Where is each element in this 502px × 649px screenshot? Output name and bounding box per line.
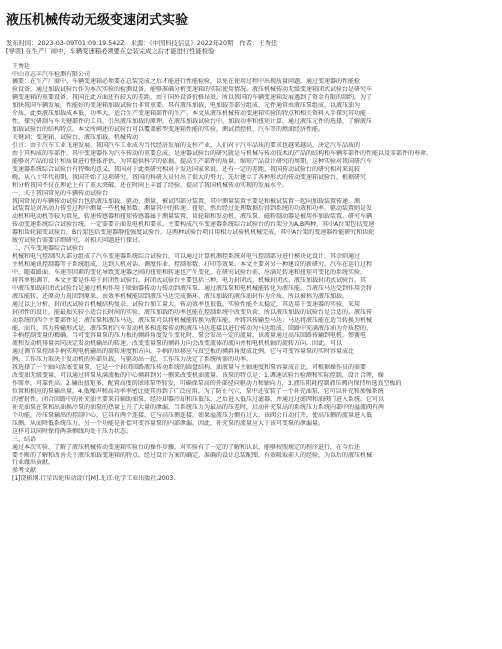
- body-line: 参考文献: [12, 467, 37, 475]
- body-line: 液压能转，还原动力返回到原来，由效率机械能回到液压马达完成循环，液压加载的液压油封作为介质，所以被称为液压加载。: [12, 292, 349, 300]
- body-line: 器和齿轮箱变试验台，B台架包括变速器静扭强度试验台。这两种试验台项目用相力试验机机械完成，其中A台架的变速器性能研究和齿轮: [12, 229, 375, 237]
- publish-time: 发布时间：2023-03-09T01:09:19.542Z: [6, 40, 125, 47]
- body-line: 的密封性，闭合回路中的补充油主要来自辅助油泵，经冷却器冷却和压低压，之后进入低压过滤器，并通过过滤网和油阀门进入系统。它可以: [12, 395, 385, 403]
- body-line: 二、汽车变速器综合试验台: [12, 245, 85, 253]
- body-line: 作简单，可靠性高。2.输出扭矩多，配置高度的团球泵型转发，可确保泵高的外部径向驱动力和轴向力，3.液压阻耗控制液压阀内保持所选真空板的: [12, 380, 402, 388]
- body-line: 引言：由于汽车工业飞速发展，我国汽车工业成为当代经济发展的支柱产业，人们对于汽车品质的要求也越来越高，决定汽车品质的: [12, 141, 361, 149]
- body-line: 中，随着路面、车速等因素的变化导致变速器之间的扭矩和转速也产生变化，在研究试验台前，应满足转速和扭矩可变化的系统实验，: [12, 268, 367, 276]
- body-line: 位置和相应的泵输出量。4.低噪声和高功率率密比使其得到了广泛应用。为了防止气穴，泵中还安装了一个补充油泵，它可以补充和加强系统: [12, 388, 384, 396]
- body-line: 通过以上分析，封闭式试验台机械结构复杂，试验台加工量大，传动效率也很低，实验性能不太稳定，其适用于变速器的实验，采用: [12, 300, 361, 308]
- body-line: 王秀廷: [12, 62, 31, 70]
- lead-in: [导读] 在生产厂商中，车辆变速箱必须要在总装完成之后才能进行性能检验: [6, 48, 215, 56]
- body-line: 由于其构成的零部件，其中变速器作为汽车传动的重要总成，是速器试验台的研究就是与机械与传动技术的产品的结构和车辆零部件的性能以及零部件的寿命，: [12, 149, 433, 157]
- body-line: 机械和电气控制四大部分组成了汽车变速器系统综合试验台，可以通过计算机测控系统对电气控制部分进行模块化设计，其余则通过: [12, 253, 361, 261]
- body-line: 试装置是对出动力传至过程中测量一些机械参数，测量其中的转速、扭矩，然后经过处理数据后得到系统的功效和功率。驱动装置则是发: [12, 205, 373, 213]
- body-line: 变速器系统综合试验台有特殊的意义，我国对于此类研究相对于发达国家来说，还有一定的差距，我国传动试验台的研究相对来说较: [12, 165, 361, 173]
- body-line: 能够对产品的设计和质量进行整体评估，为其提供科学的依据，提高生产部件的质量，缩短产品设计研究的周期。这种实验对我国研汽车: [12, 157, 373, 165]
- body-line: 中山市志丰汽车检测有限公司: [12, 70, 91, 78]
- body-line: 关键词：变速箱、试验台、液压加载、机械传动: [12, 134, 139, 142]
- article-meta: [6, 40, 493, 48]
- body-line: 将其单独调节，本文主要是作用于封闭性试验台。封闭式试验台主要包括三种，电力封闭式、机械封闭式、液压加载封闭式试验台，其: [12, 276, 367, 284]
- body-line: 介质，此类液压加载成本低、功率大，适合生产变速箱部件的生产。本文从液压机械传动变速箱实验的特点和相关资料入手探究其功能: [12, 110, 367, 118]
- body-line: 动机和电动机等较为常见，转速传感器和扭矩传感器属于测量装置，齿轮箱和发动机、液压泵、磁粉制动器是被用作加载装置。研究车辆: [12, 213, 373, 221]
- body-line: 封闭性的设计，能最损失较小适合长时间的实验，液压加载的功率也能在控制系统中改变负荷，所以液压加载的试验台是合适的。液压传: [12, 308, 373, 316]
- body-line: [1]饶振纲.行星齿轮传动设计[M].北京:化学工业出版社,2003.: [12, 475, 176, 483]
- article-title: 液压机械传动无级变速闭式实验: [6, 13, 189, 28]
- body-line: 补充油泵在泵和出油换冷泵的油泵的热量上升了大量的泄漏。当系统压力为最高的压差时，启动补充泵高的系统压力系统内部中的溢流阀有两: [12, 403, 385, 411]
- body-line: 加载试验台的结构特点。本文所阐述的试验台可以覆盖影型变速箱性能的实验，测试指控机、汽车等的燃油经济性能。: [12, 126, 325, 134]
- body-line: 加快我国车辆发展，性能好的变速箱加载试验台非常重要，其有液压加载、电加载等部分组成，元件通常由液压泵组成，以液压油为: [12, 102, 361, 110]
- body-line: 我选择了一个轴向活塞变量泵，它是一个封闭回路液压传动系统的圆盘结构。油液量与主轴速度和泵容量成正比。可根据操作员的需要: [12, 364, 367, 372]
- author: 作者：王秀廷: [239, 40, 278, 47]
- body-line: 例。工作压力取决于发动机的外部负载，与驱动出一起，工作压力决定了系统所需的功率。: [12, 356, 253, 364]
- body-line: 性，探究研制与车关键部件的工具，引出液压加载的原理，在液压加载试验台中，加载功率和扭矩计算，通过液压元件的选择，了解液压: [12, 118, 373, 126]
- body-line: 通过调节泵控制手柄实现电机输出的旋转速度和方向。手柄的位移应与真空板的倾斜角度成比例。它与可变容量泵的实时容量成比: [12, 348, 355, 356]
- body-line: 动系统的四个主要部件是：液压泵和液压马达、液压泵可以将机械能转换为液压能，并将其传输至马达；马达将液压能在适当转换为机械: [12, 316, 373, 324]
- body-line: 辆变速箱的重要设备，我国在此方面还有较大的差距，由于国外设备价格昂贵，所以我国的车辆变速箱发展遇到了资金有限的制约，为了: [12, 94, 373, 102]
- body-line: 行业做出贡献。: [12, 459, 55, 467]
- body-line: 个功能，冷压泵输出的控制中心，它具有两个连接，它与高压侧连接，如果溢流压力侧有过大，该阀会自动打开，使高压侧的流量进入低: [12, 411, 373, 419]
- body-line: 验设备，通过加载试验台作为本次实验的检测设备，能够准确分析变速箱的实际使用情况。液压机械传动无级变速箱闭式试验台是研究车: [12, 86, 373, 94]
- article-body: [6, 63, 493, 484]
- body-line: 通过本次实验，了解了液压机械传动变速箱实验台的操作步骤，对实验有了一定的了解和认识，能够按照规定的程序进行，在今后还: [12, 443, 361, 451]
- body-line: 能，而且，其力传输形式是，液压泵和汽车发动机多相连接传动和液压马达连接以进行传动为马达组成，回路中充满液压油为介质控的、: [12, 324, 373, 332]
- body-line: 要不断的了解和改善关于液压加载变速箱的特点，经过设计方案的确定，准确的设计总装配图，有效吸取前人的经验，为以后的液压机械: [12, 451, 373, 459]
- body-line: 摘要：在生产厂商中，车辆变速箱必须要在总装完成之后才能进行性能检验，以免在使用过程中出现质量问题，通过变速器的性能检: [12, 78, 361, 86]
- body-line: 中液压加载封闭式试验台是通过机构作用于联轴器传动力传动到液压泵，通过液压泵和电机械能转化为液压能，当液压马达受到作用会将: [12, 284, 373, 292]
- body-line: 传动变速系统综合试验台统，一定需要正面发电机和要求。主要构成汽车变速器系统综合试验台的台架分为A,B两种，其中A台架包括变速: [12, 221, 375, 229]
- body-line: 晚。从八十年代初期，我国开始了这项研究，我国的科研人员付出了很大的努力，先后建立了各种形式的传动变速箱试验台，根据研究: [12, 173, 367, 181]
- body-line: 流和发动机排量共同决定发动机输出的转速。改变变量泵的倾斜力向会改变流体的流向并和电机机轴的旋转方向。因此，可以: [12, 340, 343, 348]
- source: 来源：《中国科技信息》2022年20期: [130, 40, 234, 47]
- body-line: 三、结语: [12, 435, 37, 443]
- body-line: 这样可以同时保持两条侧线均处于压力状态。: [12, 427, 133, 435]
- body-line: 疲劳试验台需要详细研究，对相关问题进行探讨。: [12, 237, 145, 245]
- body-line: 压侧，从而降低系统压力。另一个功能是补偿可变容量泵的内部泄漏。因此，补充泵的流量应大于该可变泵的泄漏量，: [12, 419, 325, 427]
- body-line: 手柄控制变量的精确。当可变容量泵的压力板的倾斜角度发生变化时，泵会发出一定的流量，该流量通过高压回路传输到电机。弹簧电: [12, 332, 367, 340]
- body-line: 改变油无级变量。可以通过将泵从满流板的中心倾斜到另一侧来改变机油流量。该泵的特点是：1.调速试验台检测和实际控制，设计合理，操: [12, 372, 384, 380]
- body-line: 我国常见的车辆传动试验台包括液压加载、驱动、测量、被试四部分装置，其中测量装置主要是和被试装置一起向加载装置传递，测: [12, 197, 361, 205]
- body-line: 一、关于我国常见的车辆传动试验台: [12, 189, 109, 197]
- body-line: 和分析我国不仅在理论上有了重大突破，还在时间上丰富了经验，提高了我国机械传动实现的发展水平。: [12, 181, 289, 189]
- body-line: 主机和通讯控制器等子系统组成，达到人机对话、调度作业、控制参数、打印等效果。本文主要对另一种建议的新研究，汽车在运行过程: [12, 261, 373, 269]
